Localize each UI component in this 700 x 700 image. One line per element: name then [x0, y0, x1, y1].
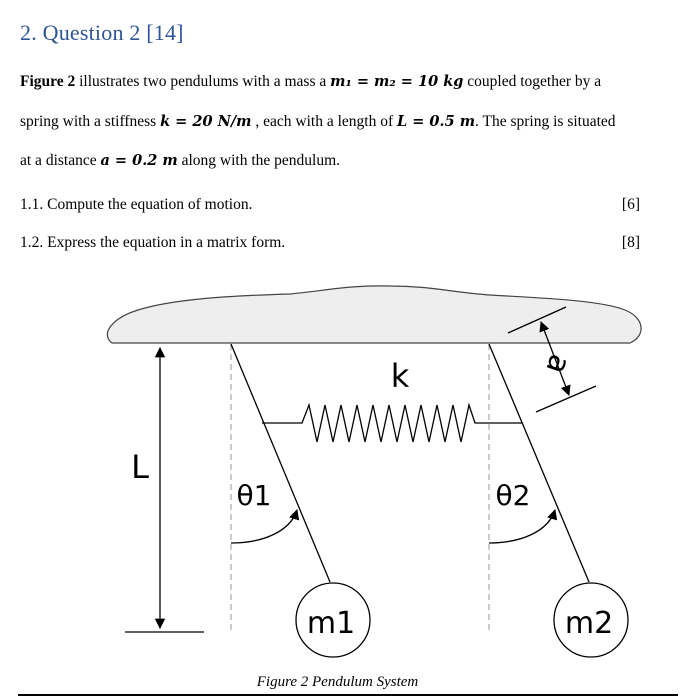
question-text: 1.2. Express the equation in a matrix form. [20, 234, 286, 251]
question-marks: [6] [621, 196, 640, 213]
length-label: L [131, 448, 149, 486]
statement-text: at a distance [20, 152, 101, 169]
mass-equation: m₁ = m₂ = 10 kg [330, 73, 464, 90]
mass-label-1: m1 [306, 606, 356, 641]
ceiling-cloud [107, 286, 641, 343]
pendulum-rod-1 [231, 344, 330, 582]
question-heading: 2. Question 2 [14] [20, 20, 184, 45]
mass-label-2: m2 [564, 606, 614, 641]
statement-text: , each with a length of [251, 112, 397, 130]
question-marks: [8] [621, 234, 640, 251]
statement-text: . The spring is situated [475, 112, 616, 130]
spring-label: k [390, 357, 410, 395]
distance-equation: a = 0.2 m [100, 152, 178, 169]
statement-text: coupled together by a [463, 73, 602, 90]
pendulum-rod-2 [489, 344, 589, 582]
spring [262, 405, 486, 442]
bottom-rule [18, 694, 678, 696]
angle-arc-1 [231, 510, 297, 543]
statement-text: along with the pendulum. [177, 152, 341, 169]
figure-caption: Figure 2 Pendulum System [256, 674, 419, 690]
figure-ref: Figure 2 [20, 73, 76, 90]
angle-arc-2 [489, 510, 555, 543]
question-text: 1.1. Compute the equation of motion. [20, 196, 253, 213]
angle-label-2: θ2 [495, 479, 531, 512]
statement-text: illustrates two pendulums with a mass a [75, 73, 331, 90]
length-equation: L = 0.5 m [396, 112, 476, 130]
dimension-tick-bottom [536, 386, 596, 412]
angle-label-1: θ1 [236, 479, 272, 512]
stiffness-equation: k = 20 N/m [160, 112, 252, 130]
statement-text: spring with a stiffness [20, 112, 161, 130]
distance-label: a [538, 349, 578, 379]
